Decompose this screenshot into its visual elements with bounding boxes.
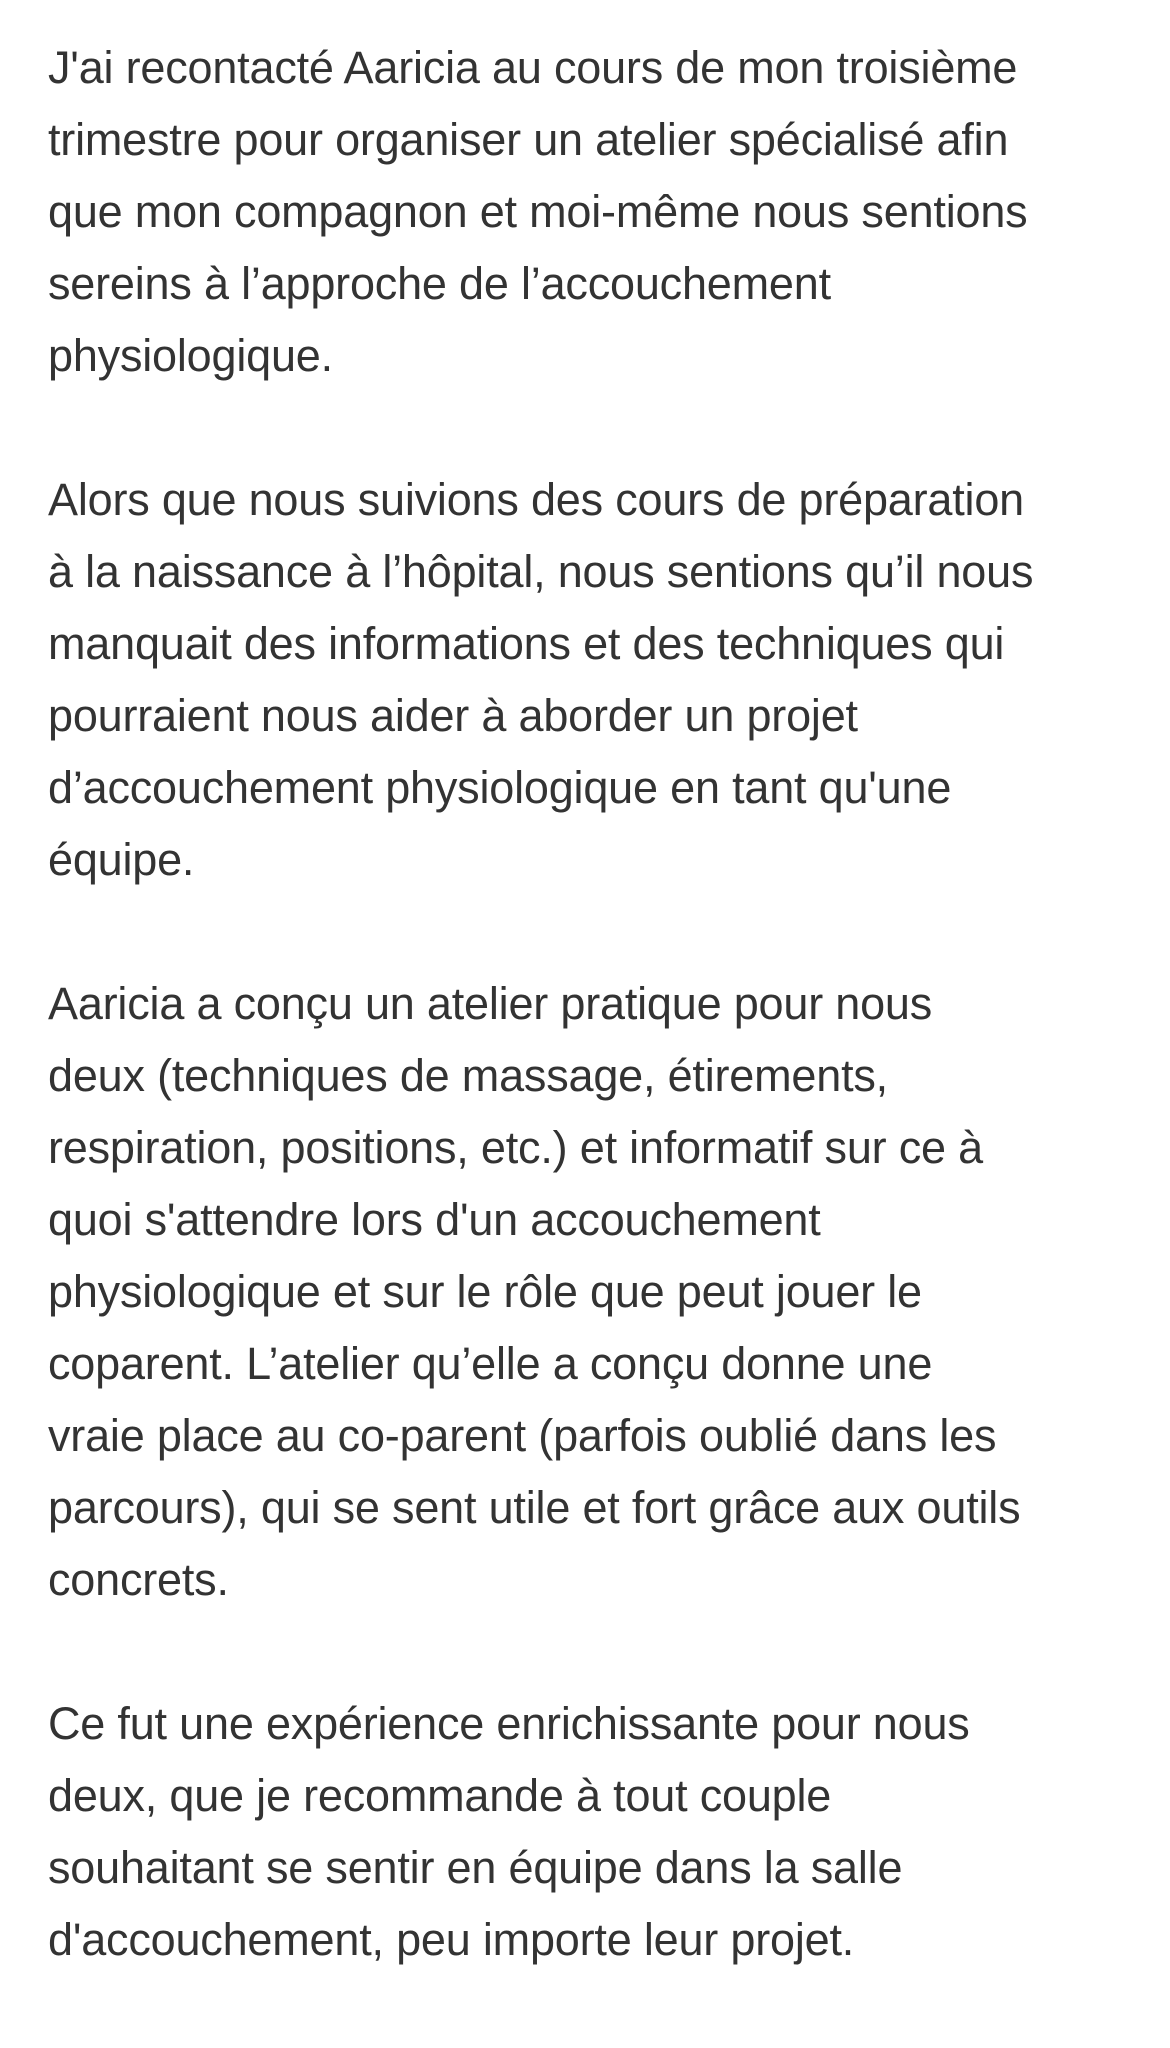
paragraph-4 <box>48 1688 1138 1976</box>
testimonial-text <box>48 32 1138 2048</box>
text-line: physiologique. <box>48 330 333 381</box>
text-line: que mon compagnon et moi-même nous sentions <box>48 186 1028 237</box>
text-line: deux (techniques de massage, étirements, <box>48 1050 888 1101</box>
paragraph-1 <box>48 32 1138 392</box>
text-line: coparent. L’atelier qu’elle a conçu donne une <box>48 1338 933 1389</box>
paragraph-3 <box>48 968 1138 1616</box>
text-line: à la naissance à l’hôpital, nous sentions qu’il nous <box>48 546 1034 597</box>
text-line: parcours), qui se sent utile et fort grâce aux outils <box>48 1482 1021 1533</box>
text-line: Aaricia a conçu un atelier pratique pour nous <box>48 978 933 1029</box>
text-line: pourraient nous aider à aborder un projet <box>48 690 858 741</box>
text-line: concrets. <box>48 1554 229 1605</box>
paragraph-2 <box>48 464 1138 896</box>
text-line: équipe. <box>48 834 195 885</box>
text-line: trimestre pour organiser un atelier spécialisé afin <box>48 114 1009 165</box>
text-line: vraie place au co-parent (parfois oublié dans les <box>48 1410 997 1461</box>
text-line: quoi s'attendre lors d'un accouchement <box>48 1194 821 1245</box>
text-line: J'ai recontacté Aaricia au cours de mon troisième <box>48 42 1018 93</box>
text-line: souhaitant se sentir en équipe dans la salle <box>48 1842 903 1893</box>
text-line: d’accouchement physiologique en tant qu'une <box>48 762 952 813</box>
text-line: physiologique et sur le rôle que peut jouer le <box>48 1266 922 1317</box>
text-line: d'accouchement, peu importe leur projet. <box>48 1914 855 1965</box>
text-line: sereins à l’approche de l’accouchement <box>48 258 831 309</box>
text-line: respiration, positions, etc.) et informatif sur ce à <box>48 1122 983 1173</box>
text-line: manquait des informations et des techniques qui <box>48 618 1005 669</box>
text-line: Ce fut une expérience enrichissante pour nous <box>48 1698 970 1749</box>
text-line: deux, que je recommande à tout couple <box>48 1770 832 1821</box>
text-line: Alors que nous suivions des cours de préparation <box>48 474 1024 525</box>
